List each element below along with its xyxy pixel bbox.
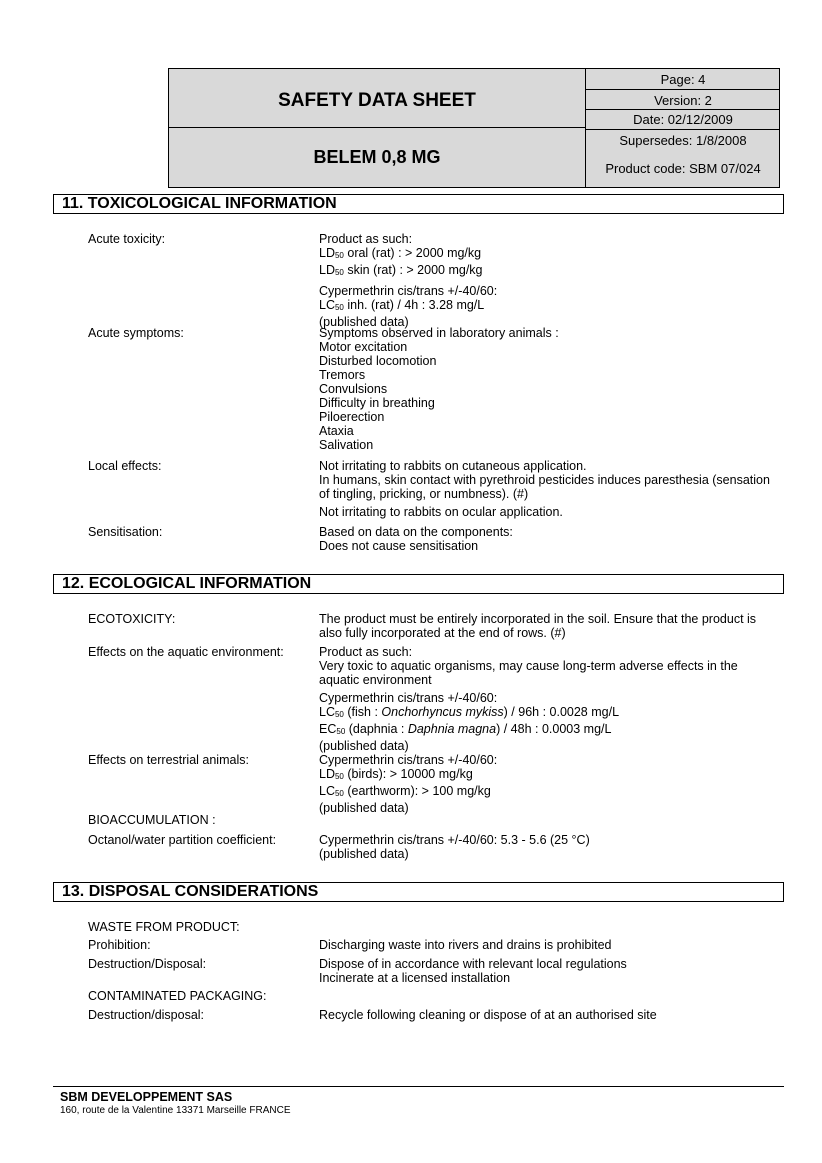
symptom-item: Motor excitation xyxy=(319,340,408,354)
symptom-item: Tremors xyxy=(319,368,366,382)
symptom-item: Convulsions xyxy=(319,382,388,396)
section-12-heading: 12. ECOLOGICAL INFORMATION xyxy=(53,574,784,594)
acute-toxicity-value xyxy=(319,232,779,329)
aquatic-label: Effects on the aquatic environment: xyxy=(88,645,284,659)
published-data: (published data) xyxy=(319,801,409,815)
published-data: (published data) xyxy=(319,847,409,861)
page-number: Page: 4 xyxy=(586,69,780,90)
terrestrial-label: Effects on terrestrial animals: xyxy=(88,753,249,767)
acute-toxicity-label: Acute toxicity: xyxy=(88,232,166,246)
waste-label: WASTE FROM PRODUCT: xyxy=(88,920,240,934)
ld50-skin: $LD_{50}$ skin (rat) : > 2000 mg/kg xyxy=(319,263,483,277)
company-address: 160, route de la Valentine 13371 Marseille FRANCE xyxy=(60,1105,291,1116)
acute-symptoms-label: Acute symptoms: xyxy=(88,326,184,340)
cypermethrin-line: Cypermethrin cis/trans +/-40/60: xyxy=(319,284,498,298)
footer-divider xyxy=(53,1086,784,1087)
terrestrial-value xyxy=(319,753,779,815)
aquatic-line: Very toxic to aquatic organisms, may cause long-term adverse effects in the aquatic environment xyxy=(319,659,738,687)
lc50-inhalation: $LC_{50}$ inh. (rat) / 4h : 3.28 mg/L xyxy=(319,298,485,312)
local-effects-line: In humans, skin contact with pyrethroid pesticides induces paresthesia (sensation of tingling, pricking, or numbness). (#) xyxy=(319,473,770,501)
ecotoxicity-text: The product must be entirely incorporated in the soil. Ensure that the product is also fully incorporated at the end of rows. (#) xyxy=(319,612,757,640)
destruction-label: Destruction/Disposal: xyxy=(88,957,207,971)
ld50-oral: $LD_{50}$ oral (rat) : > 2000 mg/kg xyxy=(319,246,482,260)
company-name: SBM DEVELOPPEMENT SAS xyxy=(60,1090,233,1104)
date: Date: 02/12/2009 xyxy=(586,110,780,130)
symptom-item: Disturbed locomotion xyxy=(319,354,437,368)
symptom-item: Difficulty in breathing xyxy=(319,396,435,410)
supersedes: Supersedes: 1/8/2008 xyxy=(619,133,747,148)
symptom-item: Symptoms observed in laboratory animals : xyxy=(319,326,559,340)
sensitisation-line: Does not cause sensitisation xyxy=(319,539,479,553)
destruction-line: Dispose of in accordance with relevant local regulations xyxy=(319,957,627,971)
symptom-item: Ataxia xyxy=(319,424,354,438)
octanol-line: Cypermethrin cis/trans +/-40/60: 5.3 - 5.6 (25 °C) xyxy=(319,833,590,847)
section-13-heading: 13. DISPOSAL CONSIDERATIONS xyxy=(53,882,784,902)
prohibition-value: Discharging waste into rivers and drains is prohibited xyxy=(319,938,612,952)
ec50-daphnia: $EC_{50}$ (daphnia : Daphnia magna) / 48h : 0.0003 mg/L xyxy=(319,722,612,736)
lc50-fish: $LC_{50}$ (fish : Onchorhyncus mykiss) / 96h : 0.0028 mg/L xyxy=(319,705,620,719)
local-effects-label: Local effects: xyxy=(88,459,162,473)
document-title: SAFETY DATA SHEET xyxy=(169,69,585,128)
header-left xyxy=(169,69,585,187)
destruction-value xyxy=(319,957,779,985)
published-data: (published data) xyxy=(319,739,409,753)
local-effects-value xyxy=(319,459,779,519)
cypermethrin-line: Cypermethrin cis/trans +/-40/60: xyxy=(319,691,498,705)
ecotoxicity-value xyxy=(319,612,779,640)
local-effects-line: Not irritating to rabbits on cutaneous application. xyxy=(319,459,587,473)
symptom-item: Piloerection xyxy=(319,410,385,424)
symptom-item: Salivation xyxy=(319,438,374,452)
destruction-line: Incinerate at a licensed installation xyxy=(319,971,511,985)
published-data: (published data) xyxy=(319,315,409,329)
document-header xyxy=(168,68,780,188)
packaging-label: CONTAMINATED PACKAGING: xyxy=(88,989,267,1003)
destruction2-label: Destruction/disposal: xyxy=(88,1008,205,1022)
sensitisation-label: Sensitisation: xyxy=(88,525,163,539)
octanol-value xyxy=(319,833,779,861)
product-name: BELEM 0,8 MG xyxy=(313,147,441,167)
section-11-heading: 11. TOXICOLOGICAL INFORMATION xyxy=(53,194,784,214)
acute-symptoms-list xyxy=(319,326,779,452)
bioaccumulation-label: BIOACCUMULATION : xyxy=(88,813,216,827)
sensitisation-line: Based on data on the components: xyxy=(319,525,513,539)
ld50-birds: $LD_{50}$ (birds): > 10000 mg/kg xyxy=(319,767,473,781)
ecotoxicity-label: ECOTOXICITY: xyxy=(88,612,176,626)
lc50-earthworm: $LC_{50}$ (earthworm): > 100 mg/kg xyxy=(319,784,491,798)
cypermethrin-line: Cypermethrin cis/trans +/-40/60: xyxy=(319,753,498,767)
version: Version: 2 xyxy=(586,90,780,110)
sensitisation-value xyxy=(319,525,779,553)
aquatic-value xyxy=(319,645,779,753)
destruction2-value: Recycle following cleaning or dispose of at an authorised site xyxy=(319,1008,657,1022)
header-right xyxy=(585,69,780,187)
local-effects-line: Not irritating to rabbits on ocular application. xyxy=(319,505,563,519)
aquatic-line: Product as such: xyxy=(319,645,413,659)
octanol-label: Octanol/water partition coefficient: xyxy=(88,833,277,847)
acute-toxicity-line: Product as such: xyxy=(319,232,413,246)
prohibition-label: Prohibition: xyxy=(88,938,151,952)
product-code: Product code: SBM 07/024 xyxy=(605,161,761,176)
